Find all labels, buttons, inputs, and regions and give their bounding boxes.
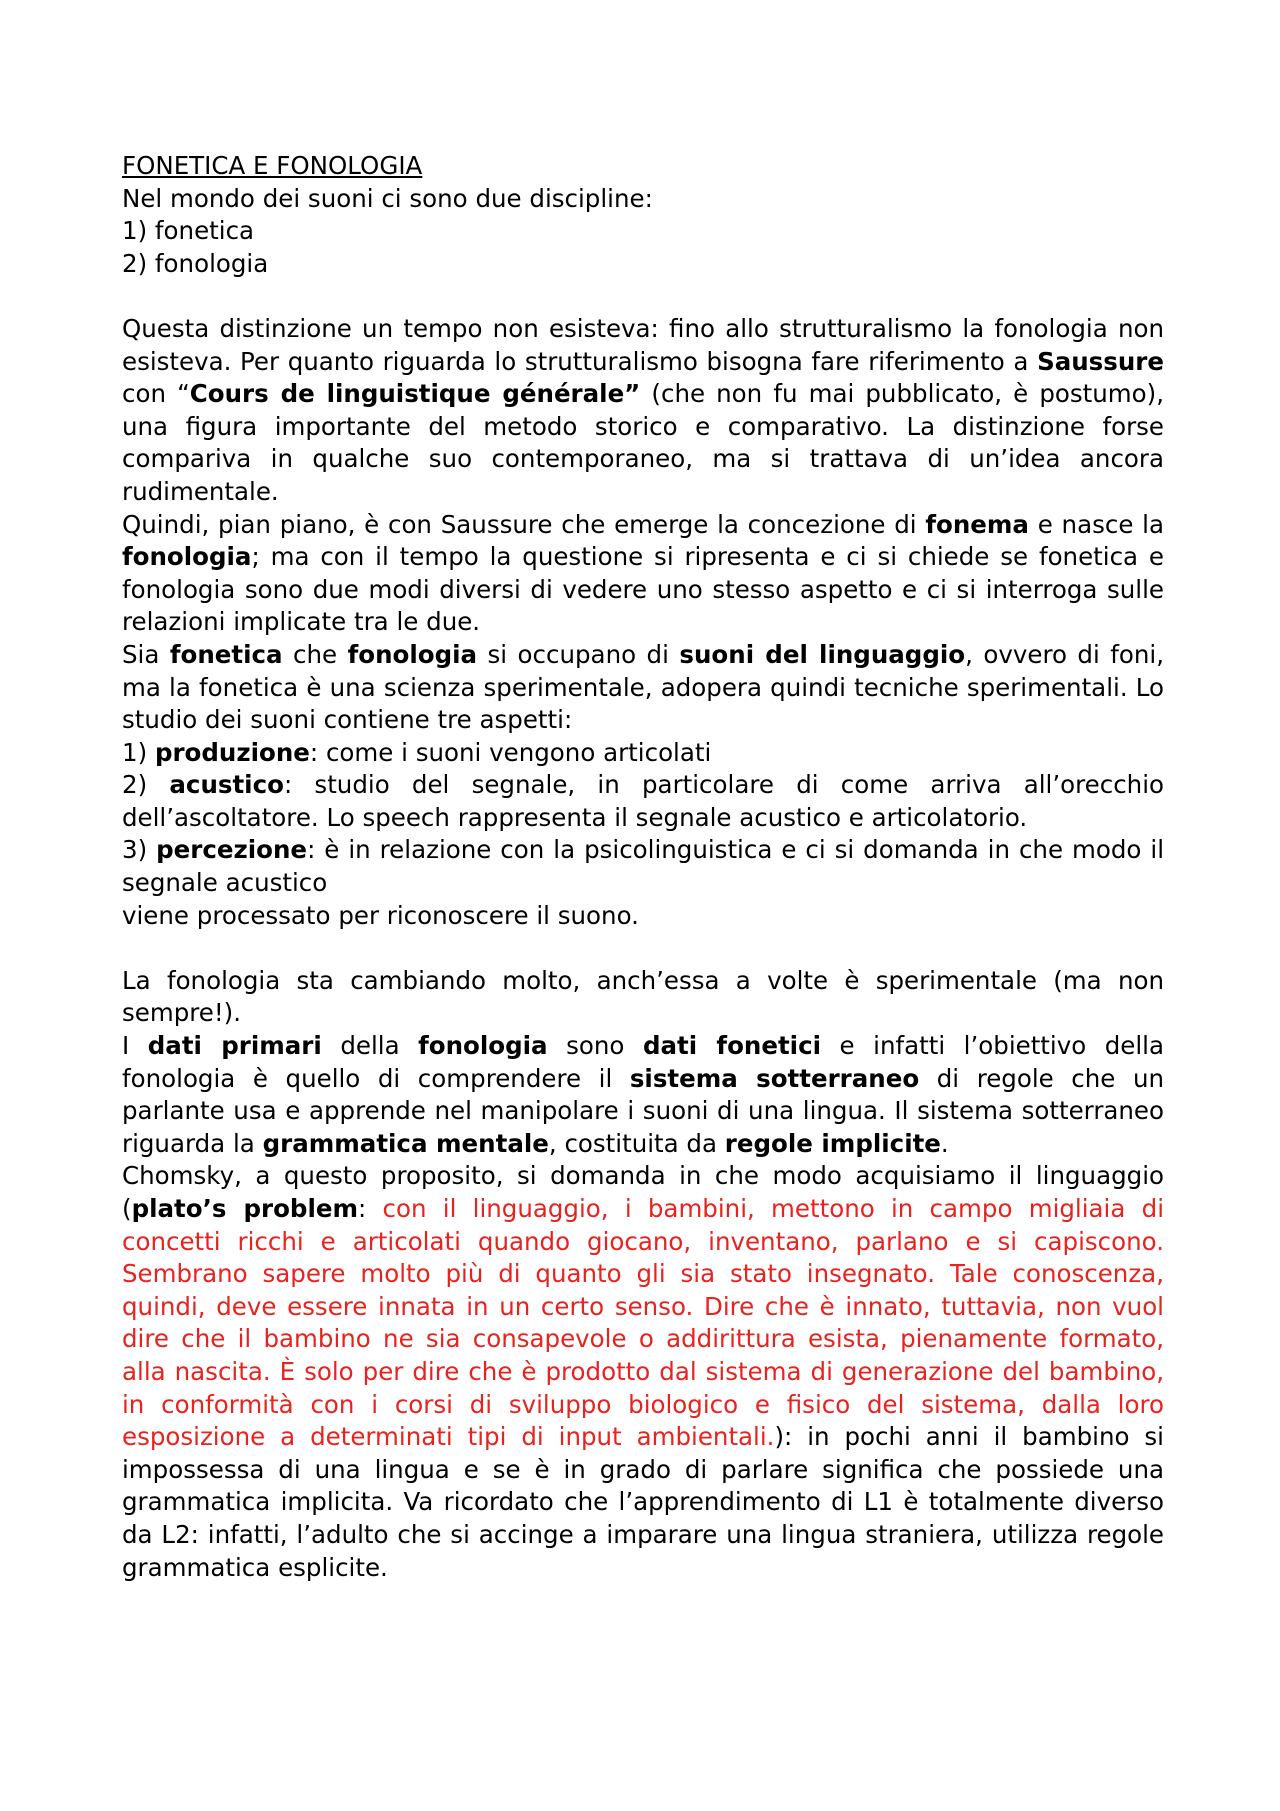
bold-term: regole implicite <box>724 1128 941 1158</box>
text-run: ): in pochi anni il bambino si impossessa di una lingua e se è in grado di parlare significa che possiede una grammatica implicita. Va ricordato che l’apprendimento di L1 è totalmente diverso da L2: infatti, l’adulto che si accinge a imparare una lingua straniera, utilizza regole grammatica esplicite. <box>122 1422 1164 1582</box>
list-number: 1) <box>122 737 155 767</box>
paragraph-chomsky <box>122 1160 1164 1584</box>
bold-term: fonetica <box>169 639 283 669</box>
text-run: Quindi, pian piano, è con Saussure che emerge la concezione di <box>122 509 926 539</box>
bold-term: fonologia <box>418 1031 548 1061</box>
list-item-fonologia: 2) fonologia <box>122 248 269 278</box>
list-number: 2) <box>122 770 170 800</box>
aspect-percezione <box>122 834 1164 899</box>
text-run: sono <box>547 1031 643 1061</box>
bold-term: suoni del linguaggio <box>679 639 966 669</box>
bold-term: percezione <box>156 835 308 865</box>
spacer <box>122 932 1164 965</box>
paragraph-suoni <box>122 639 1164 737</box>
paragraph-saussure <box>122 313 1164 509</box>
aspect-acustico <box>122 769 1164 834</box>
text-run: , costituita da <box>548 1128 725 1158</box>
list-number: 3) <box>122 835 157 865</box>
bold-term: grammatica mentale <box>262 1128 549 1158</box>
text-run: che <box>282 639 348 669</box>
text-run: si occupano di <box>477 639 680 669</box>
intro-line: Nel mondo dei suoni ci sono due discipline: <box>122 183 653 213</box>
bold-term: dati fonetici <box>642 1031 821 1061</box>
bold-term: fonema <box>925 509 1029 539</box>
text-run: , ovvero di foni, ma la fonetica è una scienza sperimentale, adopera quindi tecniche sperimentali. Lo studio dei suoni contiene tre aspetti: <box>122 639 1164 735</box>
bold-term: sistema sotterraneo <box>629 1063 920 1093</box>
document-title: FONETICA E FONOLOGIA <box>122 151 423 180</box>
text-run: e nasce la <box>1028 509 1164 539</box>
text-run: Sia <box>122 639 170 669</box>
text-run: di regole che un parlante usa e apprende nel manipolare i suoni di una lingua. Il sistema sotterraneo riguarda la <box>122 1063 1165 1158</box>
bold-term: dati primari <box>147 1031 322 1061</box>
spacer <box>122 280 1164 313</box>
text-run: della <box>321 1031 419 1061</box>
bold-term: acustico <box>169 770 284 800</box>
text-run: ; ma con il tempo la questione si ripresenta e ci si chiede se fonetica e fonologia sono due modi diversi di vedere uno stesso aspetto e ci si interroga sulle relazioni implicate tra le due. <box>122 542 1164 637</box>
text-run: . <box>940 1128 949 1158</box>
bold-term: Cours de linguistique générale” <box>189 379 641 409</box>
bold-term: fonologia <box>347 639 478 669</box>
text-run: Questa distinzione un tempo non esisteva: fino allo strutturalismo la fonologia non esisteva. Per quanto riguarda lo strutturalismo bisogna fare riferimento a <box>122 313 1164 376</box>
red-quote: con il linguaggio, i bambini, mettono in campo migliaia di concetti ricchi e articolati quando giocano, inventano, parlano e si capiscono. Sembrano sapere molto più di quanto gli sia stato insegnato. Tale conoscenza, quindi, deve essere innata in un certo senso. Dire che è innato, tuttavia, non vuol dire che il bambino ne sia consapevole o addirittura esista, pienamente formato, alla nascita. È solo per dire che è prodotto dal sistema di generazione del bambino, in conformità con i corsi di sviluppo biologico e fisico del sistema, dalla loro esposizione a determinati tipi di input ambientali. <box>122 1194 1164 1452</box>
text-run: : come i suoni vengono articolati <box>309 737 712 767</box>
text-run: (che non fu mai pubblicato, è postumo), una figura importante del metodo storico e comparativo. La distinzione forse compariva in qualche suo contemporaneo, ma si trattava di un’idea ancora rudimentale. <box>122 379 1164 506</box>
aspect-produzione <box>122 737 1164 770</box>
text-run: Chomsky, a questo proposito, si domanda in che modo acquisiamo il linguaggio ( <box>122 1161 1164 1223</box>
text-run: e infatti l’obiettivo della fonologia è quello di comprendere il <box>122 1031 1164 1093</box>
text-run: con “ <box>122 379 190 409</box>
list-item-fonetica: 1) fonetica <box>122 216 255 246</box>
paragraph-dati-primari <box>122 1030 1164 1160</box>
bold-term: Saussure <box>1037 346 1164 376</box>
bold-term: produzione <box>154 737 310 767</box>
text-run: : studio del segnale, in particolare di come arriva all’orecchio dell’ascoltatore. Lo speech rappresenta il segnale acustico e articolatorio. <box>122 770 1164 832</box>
text-run: I <box>122 1031 148 1061</box>
paragraph-fonologia-sperimentale: La fonologia sta cambiando molto, anch’essa a volte è sperimentale (ma non sempre!). <box>122 965 1164 1028</box>
text-run: : è in relazione con la psicolinguistica e ci si domanda in che modo il segnale acustico <box>122 835 1164 898</box>
bold-term: plato’s problem <box>131 1194 358 1223</box>
text-run: : <box>358 1194 383 1223</box>
bold-term: fonologia <box>122 542 252 572</box>
aspect-percezione-continued: viene processato per riconoscere il suono. <box>122 900 639 930</box>
paragraph-fonema <box>122 509 1164 639</box>
